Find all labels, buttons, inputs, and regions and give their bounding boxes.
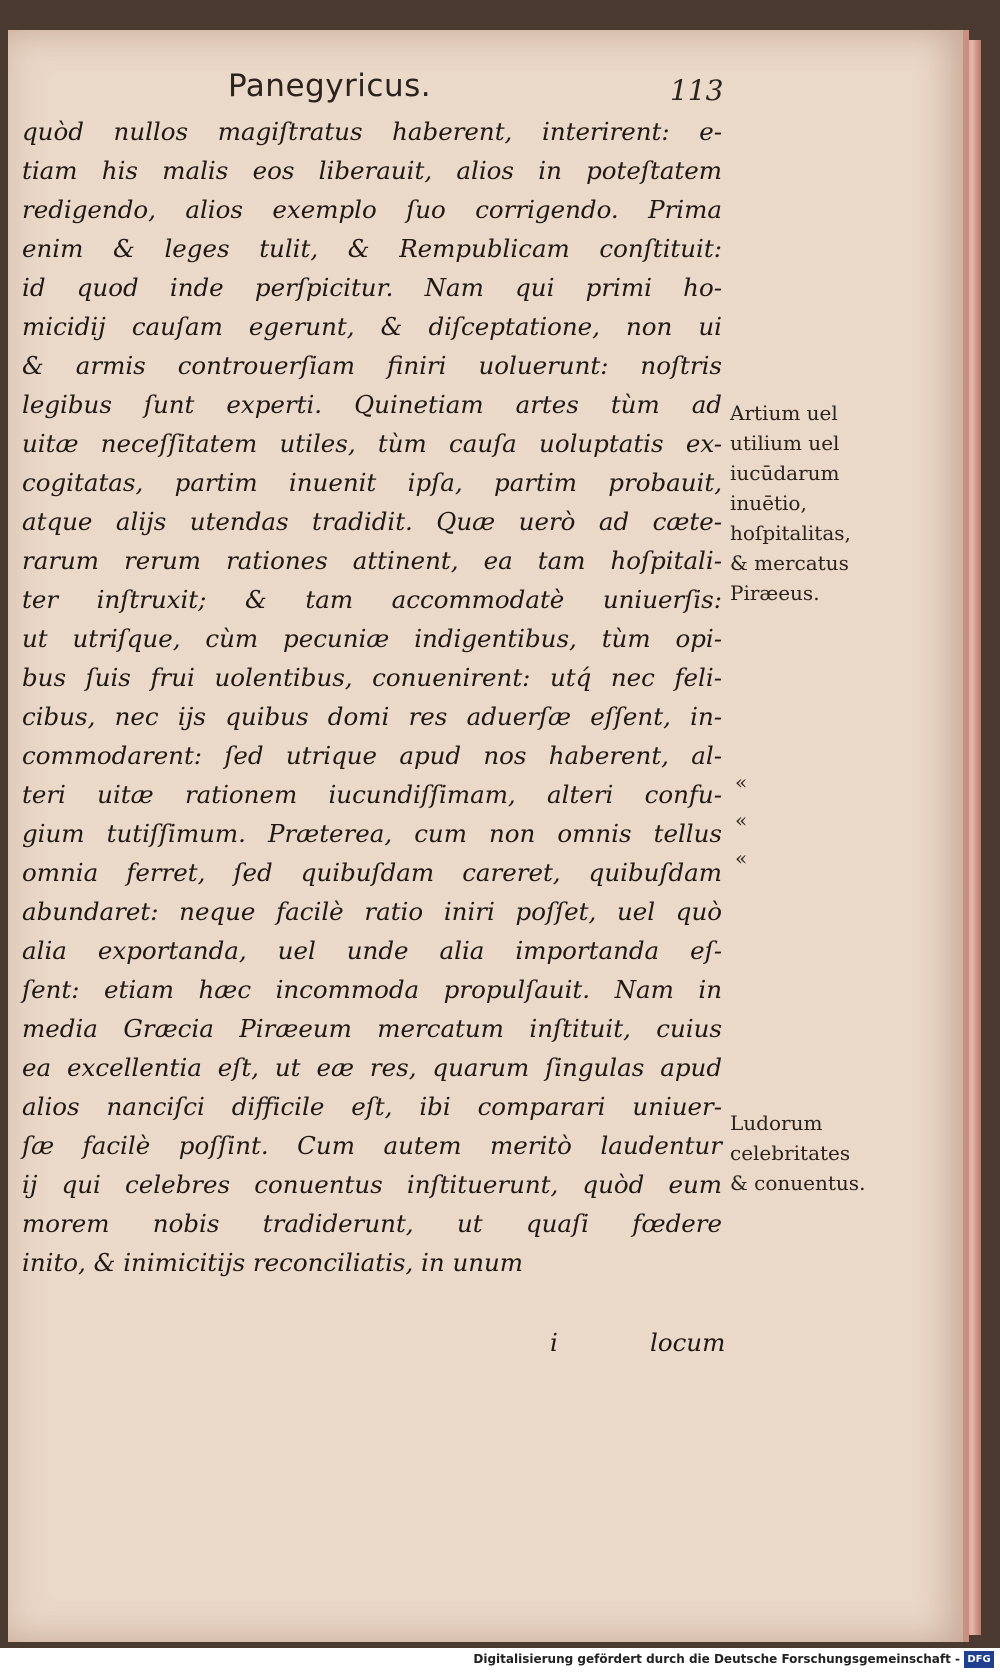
quote-mark: « — [735, 846, 748, 870]
margin-note: Artium uel utilium uel iucūdarum inuētio, hoſpitalitas, & mercatus Piræeus. — [730, 401, 851, 605]
text-line: ſæ facilè poſſint. Cum autem meritò laudentur — [22, 1131, 722, 1160]
text-line: alia exportanda, uel unde alia importanda eſ- — [22, 936, 722, 965]
text-line: commodarent: ſed utrique apud nos haberent, al- — [22, 741, 722, 770]
body-text — [22, 112, 722, 1282]
text-line: abundaret: neque facilè ratio iniri poſſet, uel quò — [22, 897, 722, 926]
text-line: ea excellentia eſt, ut eæ res, quarum ſingulas apud — [22, 1053, 722, 1082]
text-line: cibus, nec ijs quibus domi res aduerſæ eſſent, in- — [22, 702, 722, 731]
footer-bar — [0, 1648, 1000, 1672]
text-line: inito, & inimicitijs reconciliatis, in unum — [22, 1248, 524, 1277]
text-line: ut utriſque, cùm pecuniæ indigentibus, tùm opi- — [22, 624, 722, 653]
text-line: id quod inde perſpicitur. Nam qui primi ho- — [22, 273, 722, 302]
text-line: gium tutiſſimum. Præterea, cum non omnis tellus — [22, 819, 722, 848]
text-line: morem nobis tradiderunt, ut quaſi fœdere — [22, 1209, 722, 1238]
text-line: redigendo, alios exemplo ſuo corrigendo. Prima — [22, 195, 722, 224]
text-line: & armis controuerſiam finiri uoluerunt: noſtris — [22, 351, 722, 380]
text-line: bus ſuis frui uolentibus, conuenirent: utq́ nec feli- — [22, 663, 722, 692]
text-line: omnia ferret, ſed quibuſdam careret, quibuſdam — [22, 858, 722, 887]
page-number: 113 — [670, 74, 724, 107]
running-title: Panegyricus. — [228, 68, 432, 104]
text-line: media Græcia Piræeum mercatum inſtituit, cuius — [22, 1014, 722, 1043]
page-header — [228, 68, 728, 108]
text-line: tiam his malis eos liberauit, alios in poteſtatem — [22, 156, 722, 185]
text-line: quòd nullos magiſtratus haberent, interirent: e- — [22, 117, 722, 146]
text-line: enim & leges tulit, & Rempublicam conſtituit: — [22, 234, 722, 263]
text-line: uitæ neceſſitatem utiles, tùm cauſa uoluptatis ex- — [22, 429, 722, 458]
funding-credit: Digitalisierung gefördert durch die Deutsche Forschungsgemeinschaft - — [473, 1652, 960, 1666]
dfg-logo: DFG — [964, 1651, 994, 1668]
text-line: rarum rerum rationes attinent, ea tam hoſpitali- — [22, 546, 722, 575]
signature-mark: i — [550, 1328, 558, 1357]
quote-mark: « — [735, 808, 748, 832]
text-line: atque alijs utendas tradidit. Quæ uerò ad cæte- — [22, 507, 722, 536]
catchword: locum — [650, 1328, 726, 1357]
quote-mark: « — [735, 770, 748, 794]
text-line: cogitatas, partim inuenit ipſa, partim probauit, — [22, 468, 722, 497]
text-line: alios nanciſci difficile eſt, ibi comparari uniuer- — [22, 1092, 722, 1121]
text-line: micidij cauſam egerunt, & diſceptatione, non ui — [22, 312, 722, 341]
margin-note: Ludorum celebritates & conuentus. — [730, 1111, 866, 1195]
catchword-line — [22, 1328, 726, 1368]
text-line: ſent: etiam hæc incommoda propulſauit. Nam in — [22, 975, 722, 1004]
text-line: ij qui celebres conuentus inſtituerunt, quòd eum — [22, 1170, 722, 1199]
text-line: legibus ſunt experti. Quinetiam artes tùm ad — [22, 390, 722, 419]
text-line: ter inſtruxit; & tam accommodatè uniuerſis: — [22, 585, 722, 614]
text-line: teri uitæ rationem iucundiſſimam, alteri confu- — [22, 780, 722, 809]
